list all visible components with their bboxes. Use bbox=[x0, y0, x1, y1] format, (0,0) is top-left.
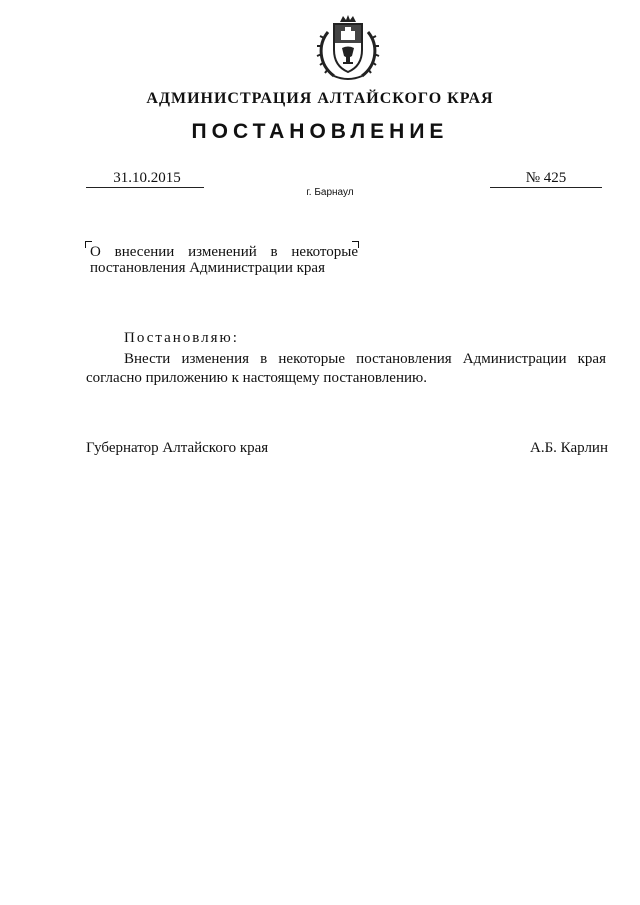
document-city: г. Барнаул bbox=[306, 187, 354, 198]
subject-line-1: О внесении изменений в некоторые bbox=[90, 244, 358, 260]
document-number: № 425 bbox=[490, 170, 602, 188]
coat-of-arms-icon bbox=[314, 14, 382, 84]
document-body: Внести изменения в некоторые постановления Администрации края согласно приложению к настоящему постановлению. bbox=[86, 351, 606, 386]
resolve-word: Постановляю: bbox=[124, 330, 239, 346]
organization-title: АДМИНИСТРАЦИЯ АЛТАЙСКОГО КРАЯ bbox=[146, 90, 494, 107]
document-subject bbox=[90, 244, 358, 276]
document-date: 31.10.2015 bbox=[86, 170, 204, 188]
document-type: ПОСТАНОВЛЕНИЕ bbox=[191, 120, 449, 143]
signer-name: А.Б. Карлин bbox=[529, 440, 608, 456]
subject-line-2: постановления Администрации края bbox=[90, 260, 325, 276]
signer-role: Губернатор Алтайского края bbox=[86, 440, 269, 456]
